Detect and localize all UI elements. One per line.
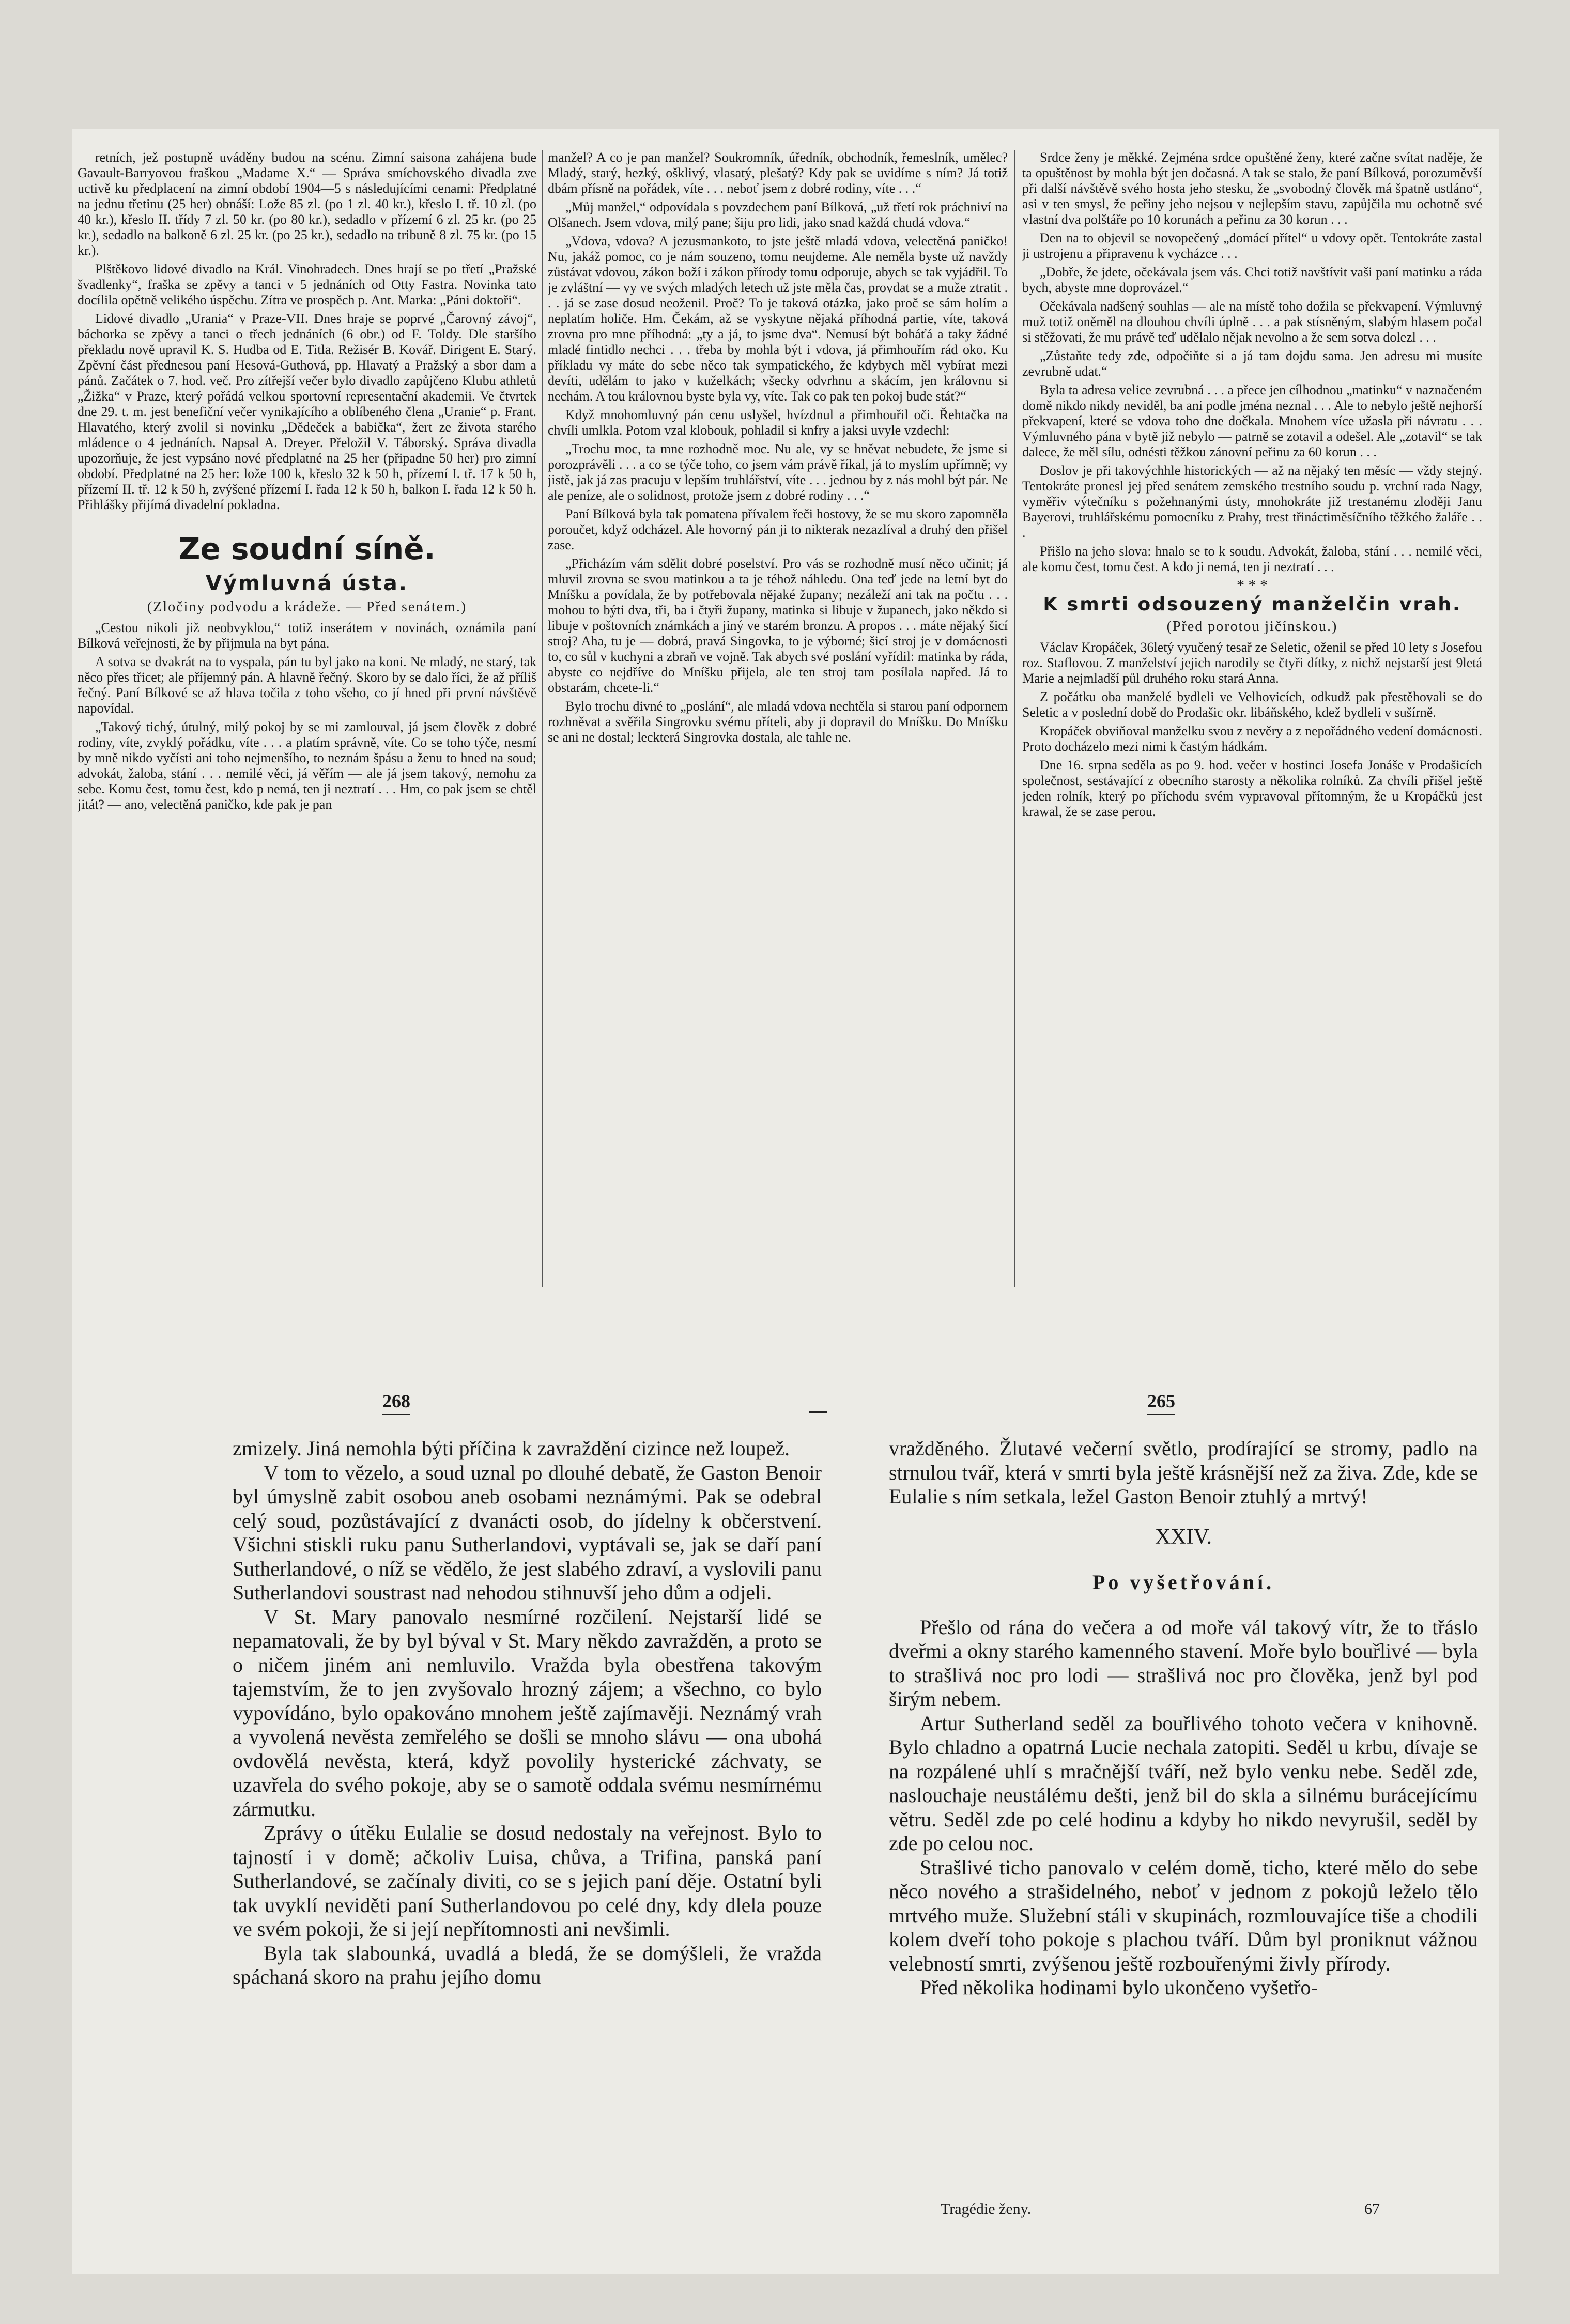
newspaper-column-3 <box>1022 150 1482 1307</box>
book-paragraph: Zprávy o útěku Eulalie se dosud nedostaly na veřejnost. Bylo to tajností i v domě; ačkoliv Luisa, chůva, a Trifina, panská paní Sutherlandové, se začínaly diviti, co se s jejich paní děje. Ostatní byli tak uvyklí neviděti paní Sutherlandovou po celé dny, kdy dlela pouze ve svém pokoji, že si její nepřítomnosti ani nevšimli. <box>233 1821 822 1941</box>
theatre-notice-1: retních, jež postupně uváděny budou na scénu. Zimní saisona zahájena bude Gavault-Barryovou fraškou „Madame X.“ — Správa smíchovského divadla zve uctivě ku předplacení na zimní období 1904—5 s následujícími cenami: Předplatné na jednu třetinu (25 her) obnáší: Lože 85 zl. (po 1 zl. 40 kr.), křeslo I. tř. 10 zl. (po 40 kr.), křeslo II. třídy 7 zl. 50 kr. (po 80 kr.), sedadlo v přízemí 6 zl. 25 kr. (po 25 kr.), sedadlo na balkoně 6 zl. 25 kr. (po 25 kr.), sedadlo na tribuně 8 zl. 75 kr. (po 15 kr.). <box>78 150 536 258</box>
chapter-number: XXIV. <box>1155 1525 1212 1549</box>
book-paragraph: V St. Mary panovalo nesmírné rozčilení. Nejstarší lidé se nepamatovali, že by byl býval v St. Mary někdo zavražděn, a proto se o ničem jiném ani nemluvilo. Vražda byla obestřena takovým tajemstvím, že to jen zvyšovalo hrozný zájem; a všechno, co bylo vypovídáno, bylo opakováno mnohem ještě zajímavěji. Neznámý vrah a vyvolená nevěsta zemřelého se došli se mnoho slávu — ona ubohá ovdovělá nevěsta, která, když povolily hysterické záchvaty, se uzavřela do svého pokoje, aby se o samotě oddala svému nesmírnému zármutku. <box>233 1605 822 1821</box>
article-paragraph: Očekávala nadšený souhlas — ale na místě toho dožila se překvapení. Výmluvný muž totiž oněměl na dlouhou chvíli úplně . . . a pak stísněným, slabým hlasem počal si stěžovati, že mu právě teď udělalo nějak nevolno a že sem sotva dolezl . . . <box>1022 299 1482 345</box>
article-paragraph: Václav Kropáček, 36letý vyučený tesař ze Seletic, oženil se před 10 lety s Josefou roz. Staflovou. Z manželství jejich narodily se čtyři dítky, z nichž nejstarší jest 9letá Marie a nejmladší půl druhého roku stará Anna. <box>1022 640 1482 686</box>
article-title: K smrti odsouzený manželčin vrah. <box>1043 594 1461 615</box>
theatre-notice-3: Lidové divadlo „Urania“ v Praze-VII. Dnes hraje se poprvé „Čarovný závoj“, báchorka se zpěvy a tanci o třech jednáních (6 obr.) od F. Toldy. Dle staršího překladu nově upravil K. S. Hudba od E. Titla. Režisér B. Kovář. Dirigent E. Starý. Zpěvní část přednesou paní Hesová-Guthová, pp. Hlavatý a Pražský a sbor dam a pánů. Začátek o 7. hod. več. Pro zítřejší večer bylo divadlo zapůjčeno Klubu athletů „Žižka“ v Praze, který pořádá velkou sportovní representační akademii. Ve čtvrtek dne 29. t. m. jest benefiční večer vynikajícího a oblíbeného člena „Uranie“ p. Frant. Hlavatého, který zvolil si novinku „Dědeček a babička“, žert ze života starého mládence o 4 jednáních. Napsal A. Dreyer. Přeložil V. Táborský. Správa divadla upozorňuje, že jest vypsáno nové předplatné na 25 her (připadne 50 her) pro zimní období. Předplatné na 25 her: lože 100 k, křeslo 32 k 50 h, přízemí I. tř. 17 k 50 h, přízemí II. tř. 12 k 50 h, zvýšené přízemí I. řada 12 k 50 h, balkon I. řada 12 k 50 h. Přihlášky přijímá divadelní pokladna. <box>78 311 536 512</box>
chapter-title: Po vyšetřování. <box>1092 1570 1275 1594</box>
article-paragraph: Když mnohomluvný pán cenu uslyšel, hvízdnul a přimhouřil oči. Řehtačka na chvíli umlkla. Potom vzal klobouk, pohladil si knfry a jaksi uvyle vzdechl: <box>548 407 1008 438</box>
book-footer-number: 67 <box>1364 2200 1380 2218</box>
book-paragraph: Artur Sutherland seděl za bouřlivého tohoto večera v knihovně. Bylo chladno a opatrná Lucie nechala zatopiti. Seděl u krbu, dívaje se na rozpálené uhlí s mračnější tváří, než bylo venku nebe. Seděl zde, naslouchaje neustálému dešti, jenž bil do skla a silnému burácejícímu větru. Seděl zde po celé hodinu a kdyby ho nikdo nevyrušil, seděl by zde po celou noc. <box>889 1711 1478 1855</box>
book-paragraph: Strašlivé ticho panovalo v celém domě, ticho, které mělo do sebe něco nového a strašidelného, neboť v jednom z pokojů leželo tělo mrtvého muže. Služební stáli v skupinách, rozmlouvajíce tiše a chodili kolem dveří toho pokoje s plachou tváří. Dům byl proniknut vážnou velebností smrti, zvýšenou ještě rozbouřenými živly přírody. <box>889 1855 1478 1975</box>
left-page-number: 268 <box>382 1390 410 1415</box>
book-footer-title: Tragédie ženy. <box>941 2200 1032 2218</box>
article-paragraph: Den na to objevil se novopečený „domácí přítel“ u vdovy opět. Tentokráte zastal ji ustrojenu a připravenu k vycházce . . . <box>1022 230 1482 261</box>
book-paragraph: V tom to vězelo, a soud uznal po dlouhé debatě, že Gaston Benoir byl úmyslně zabit osobou aneb osobami neznámými. Pak se odebral celý soud, pozůstávající z dvanácti osob, do jídelny k občerstvení. Všichni stiskli ruku panu Sutherlandovi, vyptávali se, jak se daří paní Sutherlandové, o níž se vědělo, že jest slabého zdraví, a vyslovili panu Sutherlandovi soustrast nad nehodou stihnuvší jeho dům a odjeli. <box>233 1460 822 1604</box>
article-paragraph: manžel? A co je pan manžel? Soukromník, úředník, obchodník, řemeslník, umělec? Mladý, starý, hezký, ošklivý, vlasatý, plešatý? Kdy pak se uvidíme s ním? Já totiž dbám přísně na pořádek, víte . . . neboť jsem z dobré rodiny, víte . . .“ <box>548 150 1008 196</box>
article-paragraph: „Přicházím vám sdělit dobré poselství. Pro vás se rozhodně musí něco učinit; já mluvil zrovna se svou matinkou a ta je téhož náhledu. Ona teď jede na letní byt do Mníšku a povídala, že by potřebovala nějaké župany; nezáleží ani tak na počtu . . . mohou to býti dva, tři, ba i čtyři župany, matinka si libuje v županech, jako někdo si libuje v poštovních známkách a jiný ve starém bronzu. A propos . . . máte nějaký šicí stroj? Aha, tu je — dobrá, pravá Singovka, to je výborné; šicí stroj je v domácnosti to, co sůl v kuchyni a zbraň ve vojně. Tak abych své poslání vyřídil: matinka by ráda, abyste co nejdříve do Mníšku přijela, ale ten stroj tam posílala napřed. Já to obstarám, chcete-li.“ <box>548 556 1008 695</box>
section-title: Ze soudní síně. <box>178 531 436 566</box>
article-paragraph: Srdce ženy je měkké. Zejména srdce opuštěné ženy, které začne svítat naděje, že ta opuštěnost by mohla být jen dočasná. A tak se stalo, že paní Bílková, porozuměvší při další návštěvě svého hosta jeho stesku, že „svobodný člověk má špatně ustláno“, asi v ten smysl, že peřiny jeho nejsou v nejlepším stavu, zapůjčila mu ochotně své vlastní dva polštáře po 10 korunách a peřinu za 30 korun . . . <box>1022 150 1482 227</box>
newspaper-column-2 <box>548 150 1008 1307</box>
newspaper-column-1 <box>78 150 536 1307</box>
article-note: (Zločiny podvodu a krádeže. — Před senátem.) <box>147 599 467 615</box>
article-paragraph: Bylo trochu divné to „poslání“, ale mladá vdova nechtěla si starou paní odpornem rozhněvat a svěřila Singrovku svému příteli, aby ji dopravil do Mníšku. Do Mníšku se ani ne dostal; leckterá Singrovka dostala, ale tahle ne. <box>548 699 1008 745</box>
article-paragraph: „Takový tichý, útulný, milý pokoj by se mi zamlouval, já jsem člověk z dobré rodiny, víte, zvyklý pořádku, víte . . . a platím správně, víte. Co se toho týče, nesmí by mně nikdo vyčísti ani toho nejmenšího, to neznám špásu a ženu to hned na soud; advokát, žaloba, stání . . . nemilé věci, já věřím — ale já jsem takový, nemohu za sebe. Komu čest, tomu čest, kdo p nemá, ten ji neztratí . . . Hm, co pak jsem se chtěl jitát? — ano, velectěná paničko, kde pak je pan <box>78 719 536 812</box>
article-paragraph: „Vdova, vdova? A jezusmankoto, to jste ještě mladá vdova, velectěná paničko! Nu, jakáž pomoc, co je nám souzeno, tomu neujdeme. Ale neměla byste už navždy zůstávat vdovou, zákon boží i zákon přírody tomu odporuje, abych se tak vyjádřil. To je zvláštní — vy ve svých mladých letech už jste měla čas, provdat se a muže ztratit . . . já se zase dosud neoženil. Proč? To je taková otázka, jako proč se sám holím a neplatím holiče. Hm. Čekám, až se vyskytne nějaká příhodná partie, víte, taková zrovna pro mne příhodná: „ty a já, to jsme dva“. Nemusí být boháťá a taky žádné mladé fintidlo nechci . . . třeba by mohla být i vdova, já přimhouřím rád oko. Ku příkladu vy máte do sebe něco tak sympatického, že kdybych měl vybírat mezi devíti, udělám to jako v kuželkách; všecky odvrhnu a skácím, jen královnu si nechám. A tou královnou byste byla vy, víte. Tak co pak ten pokoj bude stát?“ <box>548 234 1008 404</box>
article-paragraph: „Můj manžel,“ odpovídala s povzdechem paní Bílková, „už třetí rok práchniví na Olšanech. Jsem vdova, milý pane; šiju pro lidi, jako snad každá chudá vdova.“ <box>548 199 1008 230</box>
center-dash <box>809 1411 827 1413</box>
book-paragraph: Byla tak slabounká, uvadlá a bledá, že se domýšleli, že vražda spáchaná skoro na prahu jejího domu <box>233 1941 822 1989</box>
article-paragraph: Paní Bílková byla tak pomatena přívalem řeči hostovy, že se mu skoro zapomněla poroučet, když odcházel. Ale hovorný pán ji to nikterak nezazlíval a druhý den přišel zase. <box>548 506 1008 552</box>
book-paragraph: Před několika hodinami bylo ukončeno vyšetřo- <box>920 1976 1318 1999</box>
scanned-page <box>72 129 1499 2274</box>
article-paragraph: A sotva se dvakrát na to vyspala, pán tu byl jako na koni. Ne mladý, ne starý, tak něco přes třicet; ale příjemný pán. A hlavně řečný. Skoro by se dalo říci, že až příliš řečný. Paní Bílkové se až hlava točila z toho všeho, co jí hned při první návštěvě napovídal. <box>78 654 536 716</box>
article-paragraph: Dne 16. srpna seděla as po 9. hod. večer v hostinci Josefa Jonáše v Prodašicích společnost, sestávající z obecního starosty a několika rolníků. Za chvíli přišel ještě jeden rolník, který po příchodu svém vypravoval přítomným, že u Kropáčků jest krawal, že se zase perou. <box>1022 758 1482 819</box>
article-paragraph: Z počátku oba manželé bydleli ve Velhovicích, odkudž pak přestěhovali se do Seletic a v poslední době do Prodašic okr. libáňského, kdež bydleli v sušírně. <box>1022 689 1482 720</box>
article-note: (Před porotou jičínskou.) <box>1166 619 1338 635</box>
article-paragraph: Kropáček obviňoval manželku svou z nevěry a z nepořádného vedení domácnosti. Proto docházelo mezi nimi k častým hádkám. <box>1022 724 1482 754</box>
article-title: Výmluvná ústa. <box>206 572 408 595</box>
article-paragraph: „Dobře, že jdete, očekávala jsem vás. Chci totiž navštívit vaši paní matinku a ráda bych, abyste mne doprovázel.“ <box>1022 265 1482 295</box>
book-paragraph: zmizely. Jiná nemohla býti příčina k zavraždění cizince než loupež. <box>233 1437 790 1460</box>
right-page-number: 265 <box>1147 1390 1175 1415</box>
column-divider <box>542 150 543 1287</box>
column-divider <box>1014 150 1015 1287</box>
article-paragraph: „Zůstaňte tedy zde, odpočiňte si a já tam dojdu sama. Jen adresu mi musíte zevrubně udat.“ <box>1022 348 1482 379</box>
theatre-notice-2: Plštěkovo lidové divadlo na Král. Vinohradech. Dnes hrají se po třetí „Pražské švadlenky“, fraška se zpěvy a tanci v 5 jednáních od Otty Fastra. Novinka tato docílila opětně velikého úspěchu. Zítra ve prospěch p. Ant. Marka: „Páni doktoři“. <box>78 261 536 307</box>
article-paragraph: „Trochu moc, ta mne rozhodně moc. Nu ale, vy se hněvat nebudete, že jsme si porozprávěli . . . a co se týče toho, co jsem vám právě říkal, já to myslím upřímně; vy jistě, jak já zas pracuju v lepším truhlářství, víte . . . jednou by z nás mohl být pár. Ne ale peníze, ale o solidnost, protože jsem z dobré rodiny . . .“ <box>548 441 1008 503</box>
book-page-right <box>889 1437 1478 2191</box>
section-separator-stars: * * * <box>1237 577 1268 594</box>
book-paragraph: vražděného. Žlutavé večerní světlo, prodírající se stromy, padlo na strnulou tvář, která v smrti byla ještě krásnější než za živa. Zde, kde se Eulalie s ním setkala, ležel Gaston Benoir ztuhlý a mrtvý! <box>889 1437 1478 1508</box>
article-paragraph: Přišlo na jeho slova: hnalo se to k soudu. Advokát, žaloba, stání . . . nemilé věci, ale komu čest, tomu čest. A kdo ji nemá, ten ji neztratí . . . <box>1022 544 1482 574</box>
book-page-left <box>233 1437 822 2202</box>
article-paragraph: Byla ta adresa velice zevrubná . . . a přece jen cílhodnou „matinku“ v naznačeném domě nikdo nikdy neviděl, ba ani podle jména neznal . . . Ale to nebylo ještě nejhorší překvapení, které se vdova toho dne dočkala. Mnohem více užasla při návratu . . . Výmluvného pána v bytě již nebylo — patrně se zotavil a odešel. Ale „zotavil“ se tak dalece, že měl sílu, odnésti těžkou zánovní peřinu za 60 korun . . . <box>1022 382 1482 459</box>
article-paragraph: Doslov je při takovýchhle historických — až na nějaký ten měsíc — vždy stejný. Tentokráte pronesl jej před senátem zemského trestního soudu p. vrchní rada Nagy, vyměřiv výtečníku s požehnanými ústy, mnohokráte již trestanému zloději Janu Bayerovi, truhlářskému pomocníku z Prahy, trest třináctiměsíčního těžkého žaláře . . . <box>1022 463 1482 540</box>
article-paragraph: „Cestou nikoli již neobvyklou,“ totiž inserátem v novinách, oznámila paní Bílková veřejnosti, že by přijmula na byt pána. <box>78 620 536 651</box>
book-paragraph: Přešlo od rána do večera a od moře vál takový vítr, že to třáslo dveřmi a okny starého kamenného stavení. Moře bylo bouřlivé — byla to strašlivá noc pro lodi — strašlivá noc pro člověka, jenž byl pod širým nebem. <box>889 1615 1478 1711</box>
